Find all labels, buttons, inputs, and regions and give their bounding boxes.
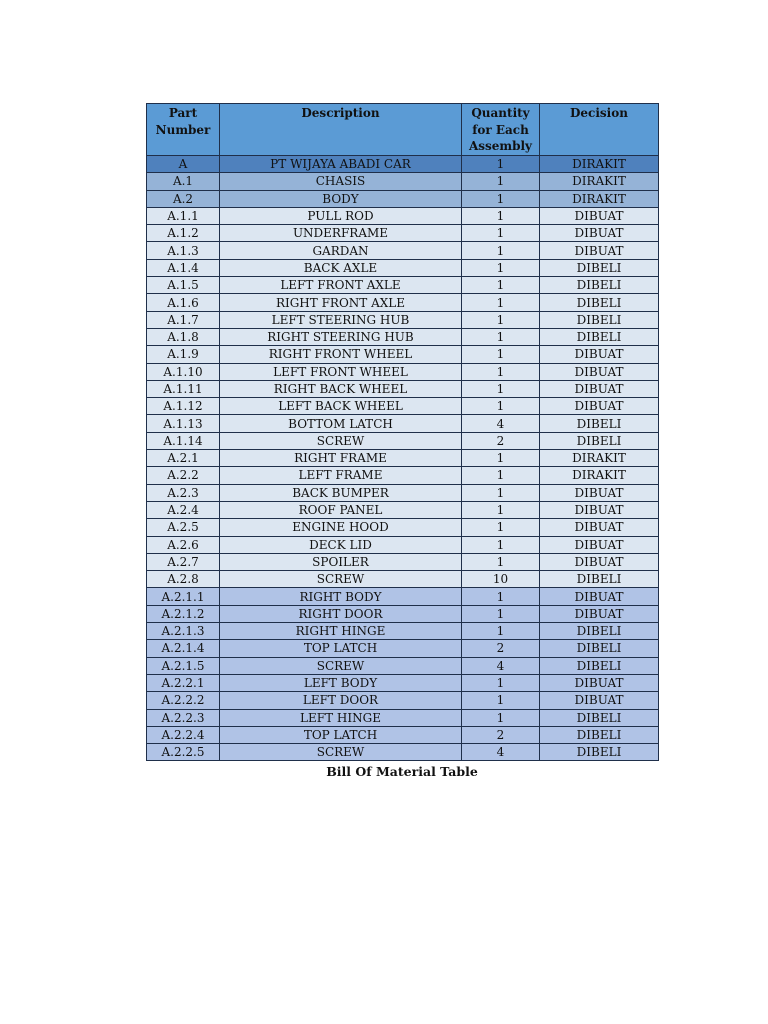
- cell-quantity: 1: [462, 674, 540, 691]
- cell-part-number: A.2.1.4: [147, 640, 220, 657]
- cell-decision: DIBELI: [540, 623, 659, 640]
- table-row: [147, 692, 659, 709]
- cell-decision: DIBELI: [540, 726, 659, 743]
- cell-description: SPOILER: [220, 553, 462, 570]
- cell-description: ENGINE HOOD: [220, 519, 462, 536]
- cell-part-number: A.1.5: [147, 277, 220, 294]
- cell-decision: DIRAKIT: [540, 173, 659, 190]
- cell-description: LEFT BACK WHEEL: [220, 398, 462, 415]
- cell-part-number: A.2.6: [147, 536, 220, 553]
- cell-description: SCREW: [220, 432, 462, 449]
- cell-part-number: A.2.2.2: [147, 692, 220, 709]
- cell-quantity: 2: [462, 640, 540, 657]
- cell-decision: DIBELI: [540, 657, 659, 674]
- table-row: [147, 484, 659, 501]
- cell-part-number: A.1.12: [147, 398, 220, 415]
- cell-quantity: 1: [462, 225, 540, 242]
- cell-decision: DIBELI: [540, 744, 659, 761]
- cell-part-number: A.1.13: [147, 415, 220, 432]
- cell-description: RIGHT FRONT AXLE: [220, 294, 462, 311]
- header-decision: Decision: [540, 104, 659, 156]
- table-row: [147, 363, 659, 380]
- cell-part-number: A.2.2.1: [147, 674, 220, 691]
- cell-decision: DIBELI: [540, 259, 659, 276]
- table-row: [147, 311, 659, 328]
- cell-decision: DIBUAT: [540, 553, 659, 570]
- table-row: [147, 467, 659, 484]
- cell-decision: DIBUAT: [540, 380, 659, 397]
- cell-decision: DIBUAT: [540, 501, 659, 518]
- cell-description: PT WIJAYA ABADI CAR: [220, 156, 462, 173]
- cell-part-number: A.2.2: [147, 467, 220, 484]
- table-row: [147, 432, 659, 449]
- cell-quantity: 1: [462, 398, 540, 415]
- cell-description: CHASIS: [220, 173, 462, 190]
- cell-decision: DIBELI: [540, 415, 659, 432]
- cell-quantity: 1: [462, 692, 540, 709]
- table-row: [147, 519, 659, 536]
- cell-part-number: A.2.3: [147, 484, 220, 501]
- cell-quantity: 1: [462, 501, 540, 518]
- cell-quantity: 2: [462, 726, 540, 743]
- cell-description: SCREW: [220, 571, 462, 588]
- cell-decision: DIBELI: [540, 640, 659, 657]
- cell-decision: DIRAKIT: [540, 467, 659, 484]
- cell-part-number: A.2.7: [147, 553, 220, 570]
- cell-part-number: A: [147, 156, 220, 173]
- cell-decision: DIRAKIT: [540, 190, 659, 207]
- cell-decision: DIBUAT: [540, 207, 659, 224]
- cell-decision: DIBUAT: [540, 225, 659, 242]
- cell-description: GARDAN: [220, 242, 462, 259]
- cell-part-number: A.1.10: [147, 363, 220, 380]
- cell-decision: DIBUAT: [540, 242, 659, 259]
- cell-description: RIGHT DOOR: [220, 605, 462, 622]
- cell-decision: DIBUAT: [540, 346, 659, 363]
- cell-quantity: 10: [462, 571, 540, 588]
- table-row: [147, 744, 659, 761]
- table-row: [147, 674, 659, 691]
- cell-quantity: 1: [462, 242, 540, 259]
- cell-quantity: 1: [462, 605, 540, 622]
- cell-decision: DIBUAT: [540, 484, 659, 501]
- cell-description: TOP LATCH: [220, 726, 462, 743]
- cell-description: TOP LATCH: [220, 640, 462, 657]
- cell-quantity: 1: [462, 363, 540, 380]
- cell-decision: DIBELI: [540, 277, 659, 294]
- cell-quantity: 4: [462, 415, 540, 432]
- cell-description: LEFT FRAME: [220, 467, 462, 484]
- cell-description: LEFT FRONT AXLE: [220, 277, 462, 294]
- table-row: [147, 173, 659, 190]
- cell-part-number: A.2.5: [147, 519, 220, 536]
- cell-quantity: 1: [462, 380, 540, 397]
- cell-description: SCREW: [220, 657, 462, 674]
- cell-decision: DIBUAT: [540, 363, 659, 380]
- cell-part-number: A.2.2.4: [147, 726, 220, 743]
- table-row: [147, 294, 659, 311]
- cell-quantity: 1: [462, 450, 540, 467]
- table-row: [147, 605, 659, 622]
- table-row: [147, 259, 659, 276]
- table-row: [147, 398, 659, 415]
- table-row: [147, 415, 659, 432]
- cell-part-number: A.2.2.5: [147, 744, 220, 761]
- table-row: [147, 657, 659, 674]
- cell-quantity: 1: [462, 553, 540, 570]
- cell-description: RIGHT FRAME: [220, 450, 462, 467]
- cell-quantity: 1: [462, 484, 540, 501]
- cell-quantity: 1: [462, 294, 540, 311]
- cell-quantity: 1: [462, 259, 540, 276]
- table-row: [147, 242, 659, 259]
- cell-part-number: A.2.8: [147, 571, 220, 588]
- cell-decision: DIBELI: [540, 294, 659, 311]
- cell-decision: DIBUAT: [540, 519, 659, 536]
- cell-description: LEFT DOOR: [220, 692, 462, 709]
- cell-part-number: A.2.2.3: [147, 709, 220, 726]
- table-row: [147, 225, 659, 242]
- cell-quantity: 1: [462, 277, 540, 294]
- cell-description: RIGHT BODY: [220, 588, 462, 605]
- cell-part-number: A.2.4: [147, 501, 220, 518]
- cell-quantity: 1: [462, 190, 540, 207]
- cell-quantity: 1: [462, 467, 540, 484]
- cell-quantity: 1: [462, 311, 540, 328]
- cell-decision: DIBELI: [540, 571, 659, 588]
- cell-decision: DIBUAT: [540, 605, 659, 622]
- table-caption: Bill Of Material Table: [326, 764, 478, 779]
- header-row: [147, 104, 659, 156]
- table-row: [147, 277, 659, 294]
- cell-description: LEFT FRONT WHEEL: [220, 363, 462, 380]
- cell-description: UNDERFRAME: [220, 225, 462, 242]
- table-row: [147, 709, 659, 726]
- cell-part-number: A.1.3: [147, 242, 220, 259]
- cell-quantity: 1: [462, 519, 540, 536]
- cell-description: LEFT BODY: [220, 674, 462, 691]
- cell-part-number: A.1.9: [147, 346, 220, 363]
- table-row: [147, 156, 659, 173]
- header-quantity: Quantity for Each Assembly: [462, 104, 540, 156]
- bill-of-material-table: [146, 103, 659, 761]
- table-row: [147, 380, 659, 397]
- cell-description: RIGHT STEERING HUB: [220, 328, 462, 345]
- cell-description: DECK LID: [220, 536, 462, 553]
- table-row: [147, 726, 659, 743]
- table-header: [147, 104, 659, 156]
- cell-description: PULL ROD: [220, 207, 462, 224]
- cell-decision: DIBELI: [540, 709, 659, 726]
- table-row: [147, 588, 659, 605]
- cell-decision: DIBUAT: [540, 692, 659, 709]
- cell-quantity: 1: [462, 207, 540, 224]
- cell-part-number: A.2.1.2: [147, 605, 220, 622]
- cell-description: LEFT HINGE: [220, 709, 462, 726]
- cell-quantity: 4: [462, 744, 540, 761]
- cell-description: BOTTOM LATCH: [220, 415, 462, 432]
- cell-description: BACK BUMPER: [220, 484, 462, 501]
- table-row: [147, 501, 659, 518]
- cell-part-number: A.1.7: [147, 311, 220, 328]
- table-row: [147, 571, 659, 588]
- cell-decision: DIRAKIT: [540, 450, 659, 467]
- table-row: [147, 553, 659, 570]
- cell-description: LEFT STEERING HUB: [220, 311, 462, 328]
- cell-description: RIGHT BACK WHEEL: [220, 380, 462, 397]
- cell-quantity: 1: [462, 156, 540, 173]
- table-row: [147, 536, 659, 553]
- header-part-number: Part Number: [147, 104, 220, 156]
- cell-part-number: A.2: [147, 190, 220, 207]
- cell-decision: DIBUAT: [540, 536, 659, 553]
- cell-decision: DIRAKIT: [540, 156, 659, 173]
- cell-decision: DIBUAT: [540, 398, 659, 415]
- cell-description: BACK AXLE: [220, 259, 462, 276]
- cell-part-number: A.1.4: [147, 259, 220, 276]
- cell-quantity: 1: [462, 328, 540, 345]
- cell-quantity: 1: [462, 709, 540, 726]
- table-row: [147, 328, 659, 345]
- cell-decision: DIBELI: [540, 311, 659, 328]
- cell-part-number: A.2.1.5: [147, 657, 220, 674]
- cell-quantity: 4: [462, 657, 540, 674]
- cell-part-number: A.1.1: [147, 207, 220, 224]
- cell-part-number: A.1.2: [147, 225, 220, 242]
- cell-description: ROOF PANEL: [220, 501, 462, 518]
- cell-quantity: 1: [462, 536, 540, 553]
- cell-description: BODY: [220, 190, 462, 207]
- table-row: [147, 190, 659, 207]
- cell-part-number: A.1.14: [147, 432, 220, 449]
- cell-quantity: 1: [462, 588, 540, 605]
- cell-decision: DIBUAT: [540, 674, 659, 691]
- cell-quantity: 1: [462, 623, 540, 640]
- cell-quantity: 2: [462, 432, 540, 449]
- header-description: Description: [220, 104, 462, 156]
- cell-part-number: A.1: [147, 173, 220, 190]
- cell-quantity: 1: [462, 346, 540, 363]
- cell-part-number: A.2.1.3: [147, 623, 220, 640]
- cell-decision: DIBELI: [540, 328, 659, 345]
- cell-description: SCREW: [220, 744, 462, 761]
- table-row: [147, 450, 659, 467]
- cell-quantity: 1: [462, 173, 540, 190]
- cell-description: RIGHT FRONT WHEEL: [220, 346, 462, 363]
- cell-part-number: A.1.8: [147, 328, 220, 345]
- cell-part-number: A.2.1.1: [147, 588, 220, 605]
- cell-decision: DIBUAT: [540, 588, 659, 605]
- table-row: [147, 346, 659, 363]
- table-row: [147, 207, 659, 224]
- table-row: [147, 640, 659, 657]
- cell-part-number: A.1.11: [147, 380, 220, 397]
- cell-decision: DIBELI: [540, 432, 659, 449]
- table-body: [147, 156, 659, 761]
- table-row: [147, 623, 659, 640]
- cell-description: RIGHT HINGE: [220, 623, 462, 640]
- cell-part-number: A.2.1: [147, 450, 220, 467]
- cell-part-number: A.1.6: [147, 294, 220, 311]
